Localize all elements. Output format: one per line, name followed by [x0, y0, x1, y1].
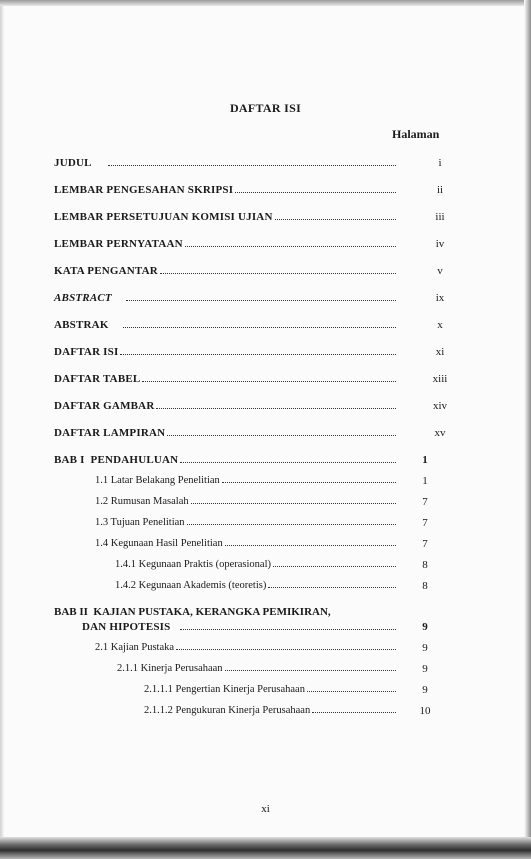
- toc-entry-1-3: 1.3 Tujuan Penelitian: [95, 517, 396, 528]
- toc-entry-bab-1: BAB I PENDAHULUAN: [54, 454, 396, 466]
- toc-entry-1-1: 1.1 Latar Belakang Penelitian: [95, 475, 396, 486]
- toc-entry-daftar-tabel: DAFTAR TABEL: [54, 373, 396, 385]
- toc-entry-2-1-1-2: 2.1.1.2 Pengukuran Kinerja Perusahaan: [144, 705, 396, 716]
- toc-page-judul: i: [438, 157, 442, 169]
- toc-entry-judul: JUDUL: [54, 157, 396, 169]
- toc-page-1-4: 7: [422, 538, 428, 550]
- toc-page-lembar-persetujuan: iii: [435, 211, 445, 223]
- toc-page-daftar-lampiran: xv: [434, 427, 446, 439]
- page-title: DAFTAR ISI: [229, 101, 302, 115]
- toc-entry-bab-2-line1: BAB II KAJIAN PUSTAKA, KERANGKA PEMIKIRAN,: [54, 606, 331, 618]
- toc-page-lembar-pernyataan: iv: [435, 238, 445, 250]
- scan-left-edge: [0, 0, 4, 859]
- toc-page-abstract: ix: [435, 292, 445, 304]
- toc-entry-daftar-gambar: DAFTAR GAMBAR: [54, 400, 396, 412]
- toc-page-bab-1: 1: [422, 454, 428, 466]
- toc-entry-2-1: 2.1 Kajian Pustaka: [95, 642, 396, 653]
- toc-page-1-3: 7: [422, 517, 428, 529]
- toc-entry-bab-2-line2: DAN HIPOTESIS: [82, 621, 396, 633]
- toc-page-daftar-tabel: xiii: [432, 373, 448, 385]
- toc-page-1-2: 7: [422, 496, 428, 508]
- footer-page-number: xi: [261, 803, 270, 815]
- scan-top-edge: [0, 0, 531, 6]
- toc-entry-lembar-pengesahan: LEMBAR PENGESAHAN SKRIPSI: [54, 184, 396, 196]
- toc-entry-abstrak: ABSTRAK: [54, 319, 396, 331]
- toc-entry-lembar-pernyataan: LEMBAR PERNYATAAN: [54, 238, 396, 250]
- toc-page-daftar-gambar: xiv: [432, 400, 448, 412]
- toc-page-1-4-1: 8: [422, 559, 428, 571]
- toc-page-2-1-1-1: 9: [422, 684, 428, 696]
- scan-right-edge: [524, 0, 531, 859]
- toc-entry-1-4-1: 1.4.1 Kegunaan Praktis (operasional): [115, 559, 396, 570]
- toc-entry-1-2: 1.2 Rumusan Masalah: [95, 496, 396, 507]
- toc-entry-2-1-1: 2.1.1 Kinerja Perusahaan: [117, 663, 396, 674]
- toc-entry-daftar-isi: DAFTAR ISI: [54, 346, 396, 358]
- toc-entry-1-4-2: 1.4.2 Kegunaan Akademis (teoretis): [115, 580, 396, 591]
- toc-page-daftar-isi: xi: [435, 346, 445, 358]
- toc-page-2-1: 9: [422, 642, 428, 654]
- toc-page-abstrak: x: [437, 319, 443, 331]
- toc-page-2-1-1-2: 10: [419, 705, 431, 717]
- toc-entry-1-4: 1.4 Kegunaan Hasil Penelitian: [95, 538, 396, 549]
- toc-page-bab-2: 9: [422, 621, 428, 633]
- toc-page-kata-pengantar: v: [437, 265, 443, 277]
- toc-entry-abstract: ABSTRACT: [54, 292, 396, 304]
- toc-page-2-1-1: 9: [422, 663, 428, 675]
- toc-entry-kata-pengantar: KATA PENGANTAR: [54, 265, 396, 277]
- toc-page-lembar-pengesahan: ii: [436, 184, 444, 196]
- toc-page-1-4-2: 8: [422, 580, 428, 592]
- scan-bottom-edge: [0, 837, 531, 859]
- halaman-header: Halaman: [392, 127, 440, 141]
- toc-entry-2-1-1-1: 2.1.1.1 Pengertian Kinerja Perusahaan: [144, 684, 396, 695]
- toc-entry-lembar-persetujuan: LEMBAR PERSETUJUAN KOMISI UJIAN: [54, 211, 396, 223]
- toc-page-1-1: 1: [422, 475, 428, 487]
- toc-entry-daftar-lampiran: DAFTAR LAMPIRAN: [54, 427, 396, 439]
